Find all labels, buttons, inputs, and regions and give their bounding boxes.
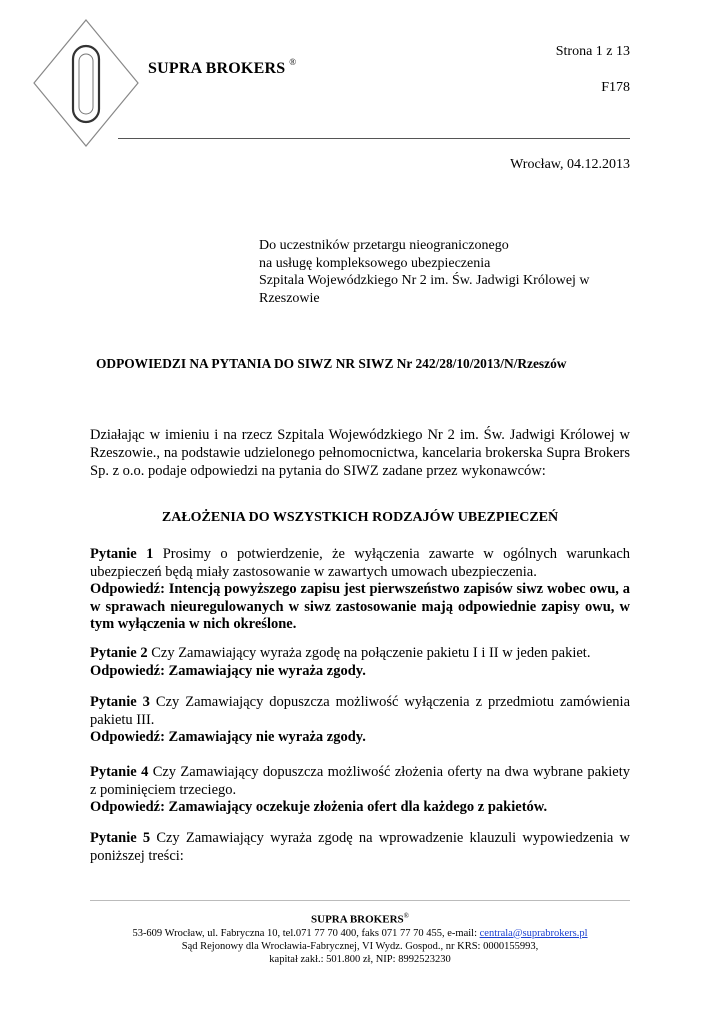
brand-name: SUPRA BROKERS ® [148, 57, 297, 77]
question-body: Czy Zamawiający wyraża zgodę na połączenie pakietu I i II w jeden pakiet. [151, 645, 591, 661]
date-line: Wrocław, 04.12.2013 [510, 157, 630, 172]
page-number: Strona 1 z 13 [555, 44, 630, 59]
answer-text: Odpowiedź: Intencją powyższego zapisu jest pierwszeństwo zapisów siwz wobec owu, a w sprawach nieuregulowanych w siwz zastosowanie mają odpowiednie zapisy owu, w tym wyłączenia w nich określone. [90, 581, 630, 632]
supra-brokers-logo [30, 18, 142, 148]
question-block-4 [90, 764, 630, 817]
answer-text: Odpowiedź: Zamawiający nie wyraża zgody. [90, 662, 366, 679]
answer-text: Odpowiedź: Zamawiający nie wyraża zgody. [90, 729, 366, 745]
question-block-5 [90, 830, 630, 865]
addressee-line: Szpitala Wojewódzkiego Nr 2 im. Św. Jadwigi Królowej w [259, 273, 590, 288]
header-divider [118, 138, 630, 139]
footer-divider [90, 900, 630, 901]
question-label: Pytanie 4 [90, 764, 149, 780]
addressee-line: Do uczestników przetargu nieograniczonego [259, 238, 509, 253]
addressee-line: na usługę kompleksowego ubezpieczenia [259, 255, 491, 271]
footer-capital: kapitał zakł.: 501.800 zł, NIP: 8992523230 [269, 953, 451, 965]
question-block-3 [90, 694, 630, 747]
question-block-1 [90, 546, 630, 634]
question-text [90, 830, 630, 865]
footer-address: 53-609 Wrocław, ul. Fabryczna 10, tel.071 77 70 400, faks 071 77 70 455, e-mail: centrala@suprabrokers.pl [132, 927, 588, 939]
addressee-line: Rzeszowie [259, 290, 320, 306]
footer-court: Sąd Rejonowy dla Wrocławia-Fabrycznej, VI Wydz. Gospod., nr KRS: 0000155993, [181, 940, 539, 952]
form-code: F178 [601, 80, 630, 95]
addressee-block [259, 237, 639, 307]
question-block-2 [90, 645, 630, 680]
question-text [90, 764, 630, 799]
document-title: ODPOWIEDZI NA PYTANIA DO SIWZ NR SIWZ Nr 242/28/10/2013/N/Rzeszów [96, 356, 567, 371]
question-label: Pytanie 2 [90, 645, 148, 661]
question-text [90, 645, 630, 663]
question-body: Czy Zamawiający dopuszcza możliwość złożenia oferty na dwa wybrane pakiety z pominięciem trzeciego. [90, 764, 630, 798]
question-text [90, 546, 630, 581]
footer [90, 910, 630, 966]
footer-email-link[interactable]: centrala@suprabrokers.pl [479, 927, 588, 939]
answer-text: Odpowiedź: Zamawiający oczekuje złożenia ofert dla każdego z pakietów. [90, 799, 548, 815]
question-text [90, 694, 630, 729]
question-label: Pytanie 1 [90, 546, 154, 562]
footer-brand: SUPRA BROKERS® [311, 912, 409, 926]
question-body: Czy Zamawiający dopuszcza możliwość wyłączenia z przedmiotu zamówienia pakietu III. [90, 694, 631, 728]
intro-paragraph: Działając w imieniu i na rzecz Szpitala Wojewódzkiego Nr 2 im. Św. Jadwigi Królowej w Rzeszowie., na podstawie udzielonego pełnomocnictwa, kancelaria brokerska Supra Brokers Sp. z o.o. podaje odpowiedzi na pytania do SIWZ zadane przez wykonawców: [90, 427, 630, 479]
question-label: Pytanie 3 [90, 694, 150, 710]
section-heading: ZAŁOŻENIA DO WSZYSTKICH RODZAJÓW UBEZPIECZEŃ [161, 510, 559, 525]
question-label: Pytanie 5 [90, 830, 151, 846]
question-body: Prosimy o potwierdzenie, że wyłączenia zawarte w ogólnych warunkach ubezpieczeń będą miały zastosowanie w zawartych umowach ubezpieczenia. [90, 546, 631, 580]
question-body: Czy Zamawiający wyraża zgodę na wprowadzenie klauzuli wypowiedzenia w poniższej treści: [90, 830, 630, 864]
